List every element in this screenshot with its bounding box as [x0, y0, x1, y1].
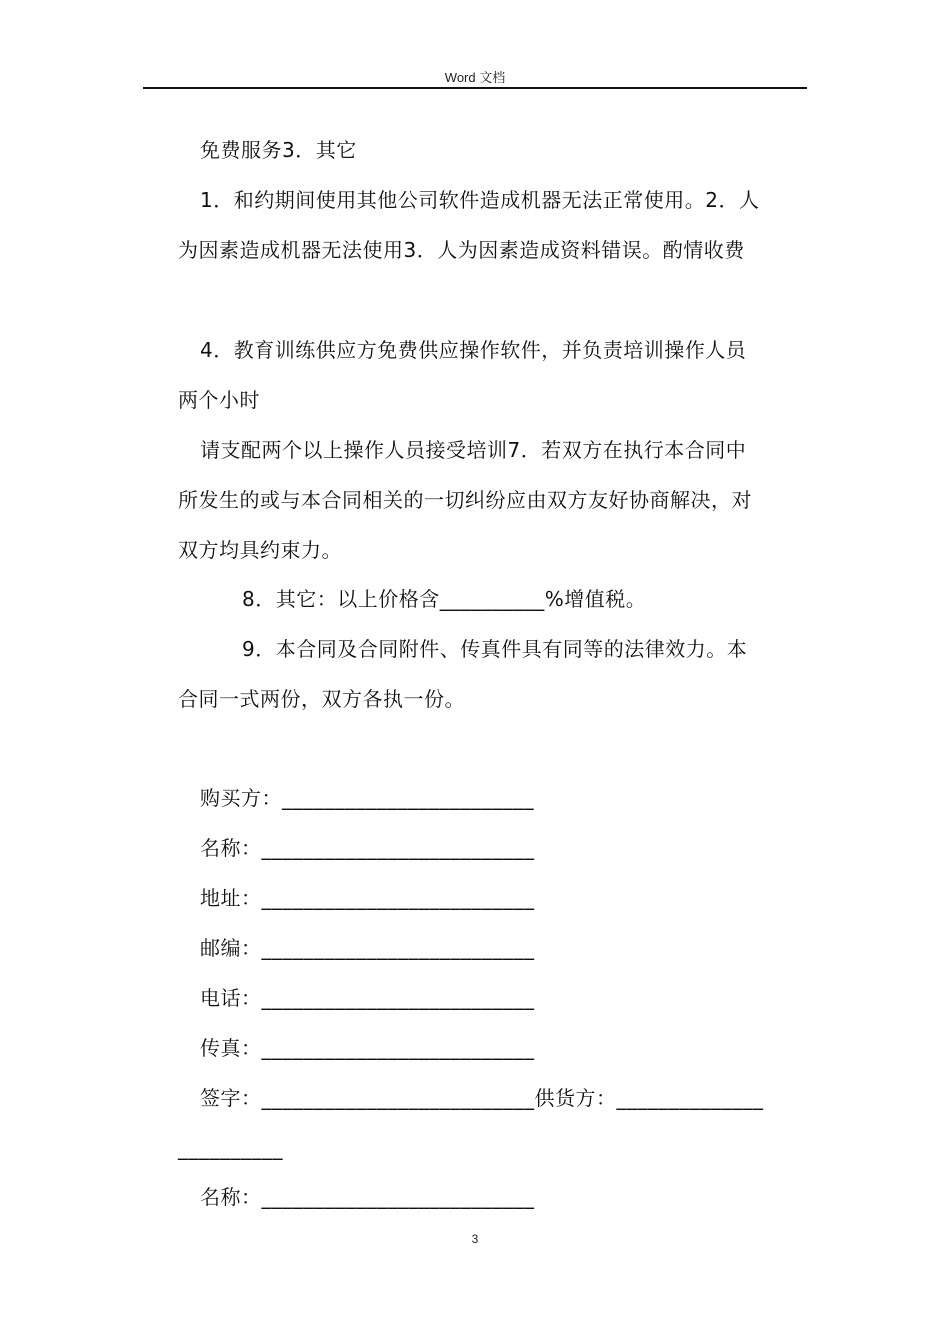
paragraph-line: 1．和约期间使用其他公司软件造成机器无法正常使用。2．人: [200, 188, 760, 212]
paragraph-line: 8．其它：以上价格含__________%增值税。: [242, 587, 647, 611]
paragraph-line: 请支配两个以上操作人员接受培训7．若双方在执行本合同中: [200, 438, 747, 462]
paragraph-line: 合同一式两份，双方各执一份。: [178, 687, 465, 711]
buyer-field: 购买方：________________________: [200, 786, 534, 810]
paragraph-line: 为因素造成机器无法使用3．人为因素造成资料错误。酌情收费: [178, 238, 745, 262]
paragraph-line: 免费服务3．其它: [200, 138, 357, 162]
paragraph-line: 4．教育训练供应方免费供应操作软件，并负责培训操作人员: [200, 338, 747, 362]
supplier-field-continuation: __________: [178, 1136, 283, 1160]
supplier-name-field: 名称：__________________________: [200, 1185, 535, 1209]
name-field: 名称：__________________________: [200, 836, 535, 860]
paragraph-line: 两个小时: [178, 388, 260, 412]
page-number: 3: [471, 1232, 479, 1246]
address-field: 地址：__________________________: [200, 886, 535, 910]
postcode-field: 邮编：__________________________: [200, 936, 535, 960]
paragraph-line: 9．本合同及合同附件、传真件具有同等的法律效力。本: [242, 637, 748, 661]
paragraph-line: 双方均具约束力。: [178, 538, 342, 562]
phone-field: 电话：__________________________: [200, 986, 535, 1010]
fax-field: 传真：__________________________: [200, 1036, 535, 1060]
signature-supplier-field: 签字：__________________________供货方：______________: [200, 1086, 764, 1110]
header-divider: [143, 87, 807, 89]
page-header: Word 文档: [444, 70, 506, 85]
paragraph-line: 所发生的或与本合同相关的一切纠纷应由双方友好协商解决，对: [178, 488, 752, 512]
